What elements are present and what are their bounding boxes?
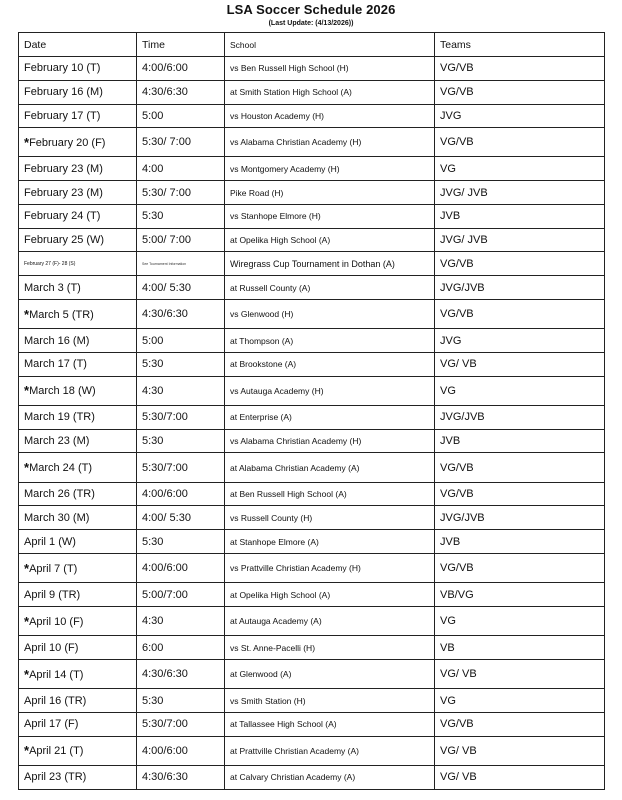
schedule-row	[19, 104, 605, 128]
teams-cell: JVG/JVB	[435, 405, 605, 429]
date-text: February 20 (F)	[29, 136, 106, 149]
date-cell	[19, 405, 137, 429]
school-cell: at Brookstone (A)	[225, 352, 435, 376]
school-cell: at Glenwood (A)	[225, 659, 435, 688]
schedule-table	[18, 32, 605, 790]
time-cell: 5:30/7:00	[137, 405, 225, 429]
date-text: March 24 (T)	[29, 462, 93, 475]
teams-cell: VG	[435, 606, 605, 635]
date-cell	[19, 736, 137, 765]
date-cell	[19, 128, 137, 157]
time-cell: 5:30/7:00	[137, 712, 225, 736]
school-cell: vs Stanhope Elmore (H)	[225, 204, 435, 228]
school-cell: at Calvary Christian Academy (A)	[225, 765, 435, 789]
date-text: March 17 (T)	[24, 358, 87, 371]
time-cell: 5:30	[137, 689, 225, 713]
date-text: February 23 (M)	[24, 186, 103, 199]
date-cell	[19, 606, 137, 635]
date-text: April 10 (F)	[29, 615, 84, 628]
teams-cell: VG	[435, 376, 605, 405]
school-cell: vs Smith Station (H)	[225, 689, 435, 713]
home-game-marker: *	[24, 666, 30, 682]
time-cell: 5:00	[137, 104, 225, 128]
date-text: March 30 (M)	[24, 511, 90, 524]
teams-cell: JVG/JVB	[435, 506, 605, 530]
date-cell	[19, 530, 137, 554]
teams-cell: JVG/ JVB	[435, 181, 605, 205]
schedule-row	[19, 636, 605, 660]
schedule-row	[19, 352, 605, 376]
home-game-marker: *	[24, 460, 30, 476]
school-cell: at Opelika High School (A)	[225, 228, 435, 252]
home-game-marker: *	[24, 134, 30, 150]
date-text: April 23 (TR)	[24, 771, 87, 784]
date-cell	[19, 636, 137, 660]
last-update-note: (Last Update: (4/13/2026))	[268, 20, 354, 27]
date-cell	[19, 659, 137, 688]
time-cell: See Tournament Information	[137, 252, 225, 276]
schedule-row	[19, 689, 605, 713]
date-cell	[19, 329, 137, 353]
time-cell: 4:00/6:00	[137, 57, 225, 81]
time-cell: 4:30	[137, 606, 225, 635]
schedule-row	[19, 712, 605, 736]
date-cell	[19, 376, 137, 405]
date-cell	[19, 204, 137, 228]
schedule-row	[19, 329, 605, 353]
schedule-row	[19, 299, 605, 328]
schedule-row	[19, 553, 605, 582]
header-date: Date	[19, 33, 137, 57]
schedule-row	[19, 606, 605, 635]
time-cell: 5:00/ 7:00	[137, 228, 225, 252]
schedule-row	[19, 181, 605, 205]
schedule-row	[19, 405, 605, 429]
date-text: April 14 (T)	[29, 668, 84, 681]
schedule-body	[19, 57, 605, 790]
school-cell: Pike Road (H)	[225, 181, 435, 205]
time-cell: 5:30	[137, 429, 225, 453]
date-text: March 19 (TR)	[24, 411, 95, 424]
teams-cell: VB/VG	[435, 583, 605, 607]
schedule-row	[19, 530, 605, 554]
teams-cell: VG/VB	[435, 80, 605, 104]
schedule-row	[19, 157, 605, 181]
date-cell	[19, 57, 137, 81]
schedule-row	[19, 57, 605, 81]
schedule-row	[19, 128, 605, 157]
school-cell: at Russell County (A)	[225, 276, 435, 300]
school-cell: vs Montgomery Academy (H)	[225, 157, 435, 181]
date-text: March 18 (W)	[29, 385, 96, 398]
header-time: Time	[137, 33, 225, 57]
teams-cell: VG	[435, 689, 605, 713]
date-text: February 25 (W)	[24, 234, 105, 247]
teams-cell: VB	[435, 636, 605, 660]
date-cell	[19, 765, 137, 789]
school-cell: at Enterprise (A)	[225, 405, 435, 429]
time-cell: 6:00	[137, 636, 225, 660]
date-cell	[19, 583, 137, 607]
school-cell: at Thompson (A)	[225, 329, 435, 353]
date-cell	[19, 506, 137, 530]
date-cell	[19, 689, 137, 713]
school-cell: at Smith Station High School (A)	[225, 80, 435, 104]
date-cell	[19, 352, 137, 376]
time-cell: 5:00/7:00	[137, 583, 225, 607]
teams-cell: VG/VB	[435, 57, 605, 81]
home-game-marker: *	[24, 383, 30, 399]
date-text: April 10 (F)	[24, 641, 79, 654]
schedule-row	[19, 429, 605, 453]
time-cell: 4:00/6:00	[137, 553, 225, 582]
school-cell: at Opelika High School (A)	[225, 583, 435, 607]
school-cell: at Autauga Academy (A)	[225, 606, 435, 635]
school-cell: at Ben Russell High School (A)	[225, 482, 435, 506]
teams-cell: JVB	[435, 204, 605, 228]
teams-cell: VG/VB	[435, 453, 605, 482]
teams-cell: JVB	[435, 429, 605, 453]
time-cell: 5:30/7:00	[137, 453, 225, 482]
school-cell: at Stanhope Elmore (A)	[225, 530, 435, 554]
date-cell	[19, 453, 137, 482]
schedule-row	[19, 583, 605, 607]
teams-cell: VG/ VB	[435, 736, 605, 765]
school-cell: vs Alabama Christian Academy (H)	[225, 429, 435, 453]
time-cell: 5:30	[137, 204, 225, 228]
date-text: March 23 (M)	[24, 435, 90, 448]
schedule-row	[19, 659, 605, 688]
school-cell: at Alabama Christian Academy (A)	[225, 453, 435, 482]
school-cell: vs Alabama Christian Academy (H)	[225, 128, 435, 157]
date-cell	[19, 276, 137, 300]
date-text: March 16 (M)	[24, 334, 90, 347]
header-teams: Teams	[435, 33, 605, 57]
date-cell	[19, 104, 137, 128]
time-cell: 4:00	[137, 157, 225, 181]
schedule-row	[19, 453, 605, 482]
school-cell: vs Ben Russell High School (H)	[225, 57, 435, 81]
time-cell: 4:00/6:00	[137, 482, 225, 506]
teams-cell: VG/ VB	[435, 765, 605, 789]
teams-cell: VG/ VB	[435, 352, 605, 376]
header-row	[19, 33, 605, 57]
time-cell: 4:00/6:00	[137, 736, 225, 765]
date-text: April 1 (W)	[24, 535, 76, 548]
date-text: March 26 (TR)	[24, 488, 95, 501]
time-cell: 5:00	[137, 329, 225, 353]
teams-cell: VG/VB	[435, 712, 605, 736]
date-text: February 27 (F)- 28 (S)	[24, 260, 76, 267]
date-text: March 5 (TR)	[29, 308, 94, 321]
date-text: February 16 (M)	[24, 86, 103, 99]
schedule-row	[19, 376, 605, 405]
home-game-marker: *	[24, 560, 30, 576]
school-cell: vs Autauga Academy (H)	[225, 376, 435, 405]
teams-cell: VG/ VB	[435, 659, 605, 688]
school-cell: vs Russell County (H)	[225, 506, 435, 530]
date-text: April 17 (F)	[24, 718, 79, 731]
date-text: April 16 (TR)	[24, 694, 87, 707]
time-cell: 4:30/6:30	[137, 659, 225, 688]
time-cell: 4:30/6:30	[137, 765, 225, 789]
teams-cell: JVG/ JVB	[435, 228, 605, 252]
date-text: April 21 (T)	[29, 745, 84, 758]
date-cell	[19, 181, 137, 205]
teams-cell: JVB	[435, 530, 605, 554]
teams-cell: VG	[435, 157, 605, 181]
date-text: February 10 (T)	[24, 62, 101, 75]
date-cell	[19, 482, 137, 506]
teams-cell: JVG	[435, 104, 605, 128]
date-text: April 9 (TR)	[24, 588, 81, 601]
schedule-row	[19, 765, 605, 789]
teams-cell: VG/VB	[435, 252, 605, 276]
time-cell: 4:00/ 5:30	[137, 276, 225, 300]
teams-cell: VG/VB	[435, 482, 605, 506]
time-cell: 5:30	[137, 352, 225, 376]
header-school: School	[225, 33, 435, 57]
teams-cell: VG/VB	[435, 553, 605, 582]
time-cell: 4:30/6:30	[137, 80, 225, 104]
school-cell: Wiregrass Cup Tournament in Dothan (A)	[225, 252, 435, 276]
time-cell: 4:00/ 5:30	[137, 506, 225, 530]
school-cell: vs Houston Academy (H)	[225, 104, 435, 128]
teams-cell: VG/VB	[435, 299, 605, 328]
date-cell	[19, 712, 137, 736]
schedule-row	[19, 736, 605, 765]
date-cell	[19, 299, 137, 328]
date-text: March 3 (T)	[24, 281, 81, 294]
schedule-row	[19, 482, 605, 506]
school-cell: at Tallassee High School (A)	[225, 712, 435, 736]
date-text: April 7 (T)	[29, 562, 78, 575]
schedule-row	[19, 204, 605, 228]
date-cell	[19, 252, 137, 276]
date-text: February 23 (M)	[24, 162, 103, 175]
date-text: February 24 (T)	[24, 210, 101, 223]
date-cell	[19, 80, 137, 104]
time-cell: 5:30/ 7:00	[137, 128, 225, 157]
date-text: February 17 (T)	[24, 109, 101, 122]
schedule-row	[19, 276, 605, 300]
time-cell: 5:30	[137, 530, 225, 554]
home-game-marker: *	[24, 743, 30, 759]
teams-cell: VG/VB	[435, 128, 605, 157]
date-cell	[19, 553, 137, 582]
school-cell: vs Prattville Christian Academy (H)	[225, 553, 435, 582]
time-cell: 5:30/ 7:00	[137, 181, 225, 205]
date-cell	[19, 157, 137, 181]
school-cell: vs St. Anne-Pacelli (H)	[225, 636, 435, 660]
schedule-row	[19, 506, 605, 530]
school-cell: at Prattville Christian Academy (A)	[225, 736, 435, 765]
date-cell	[19, 429, 137, 453]
date-cell	[19, 228, 137, 252]
teams-cell: JVG	[435, 329, 605, 353]
time-cell: 4:30	[137, 376, 225, 405]
time-cell: 4:30/6:30	[137, 299, 225, 328]
teams-cell: JVG/JVB	[435, 276, 605, 300]
home-game-marker: *	[24, 306, 30, 322]
home-game-marker: *	[24, 613, 30, 629]
schedule-row	[19, 252, 605, 276]
schedule-row	[19, 80, 605, 104]
page-title: LSA Soccer Schedule 2026	[226, 2, 396, 17]
school-cell: vs Glenwood (H)	[225, 299, 435, 328]
schedule-row	[19, 228, 605, 252]
